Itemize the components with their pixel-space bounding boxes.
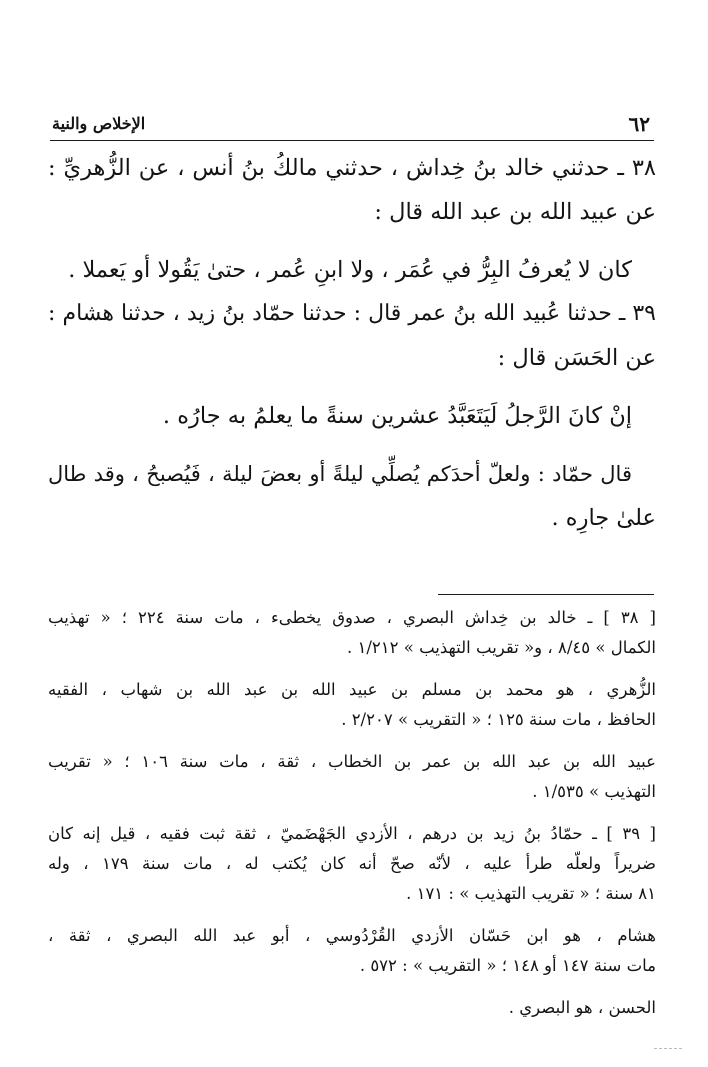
text-line: كان لا يُعرفُ البِرُّ في عُمَر ، ولا ابنِ عُمر ، حتىٰ يَقُولا أو يَعملا . [68,257,632,283]
text-line: عن عبيد الله بن عبد الله قال : [374,199,656,225]
footnote-line: التهذيب » ١/٥٣٥ . [532,782,656,801]
text-line: علىٰ جارِه . [551,505,656,531]
spacer [48,663,656,675]
main-text [48,146,656,540]
spacer [48,234,656,248]
footnotes [48,603,656,1023]
text-line: ٣٨ ـ حدثني خالد بنُ خِداش ، حدثني مالكُ بنُ أنس ، عن الزُّهريِّ : [48,155,656,181]
spacer [48,438,656,452]
footnote-line: الحسن ، هو البصري . [508,998,656,1017]
footnote-line: ضريراً ولعلّه طرأ عليه ، لأنّه صحّ أنه كان يُكتب له ، مات سنة ١٧٩ ، وله [48,854,656,873]
footnote-line: هشام ، هو ابن حَسّان الأزدي القُرْدُوسي ، أبو عبد الله البصري ، ثقة ، [48,926,656,945]
footnote-line: ٨١ سنة ؛ « تقريب التهذيب » : ١٧١ . [406,884,656,903]
text-line: إنْ كانَ الرَّجلُ لَيَتَعَبَّدُ عشرين سنةً ما يعلمُ به جارُه . [162,403,632,429]
spacer [48,981,656,993]
scan-mark [654,1048,682,1049]
footnote-line: [ ٣٩ ] ـ حمّادُ بنُ زيد بن درهم ، الأزدي الجَهْضَميّ ، ثقة ثبت فقيه ، قيل إنه كان [48,824,656,843]
footnote-line: الزُّهري ، هو محمد بن مسلم بن عبيد الله بن عبد الله بن شهاب ، الفقيه [48,680,656,699]
footnote-line: الحافظ ، مات سنة ١٢٥ ؛ « التقريب » ٢/٢٠٧ . [341,710,656,729]
spacer [48,807,656,819]
text-line: ٣٩ ـ حدثنا عُبيد الله بنُ عمر قال : حدثنا حمّاد بنُ زيد ، حدثنا هشام : [48,301,656,326]
spacer [48,380,656,394]
spacer [48,909,656,921]
page-number: ٦٢ [628,112,650,136]
footnote-line: مات سنة ١٤٧ أو ١٤٨ ؛ « التقريب » : ٥٧٢ . [359,956,656,975]
header-rule [50,140,654,141]
text-line: عن الحَسَن قال : [497,345,656,371]
footnote-line: عبيد الله بن عبد الله بن عمر بن الخطاب ، ثقة ، مات سنة ١٠٦ ؛ « تقريب [48,752,656,771]
page-header [52,110,650,136]
footnote-line: الكمال » ٨/٤٥ ، و« تقريب التهذيب » ١/٢١٢ . [347,638,656,657]
footnote-line: [ ٣٨ ] ـ خالد بن خِداش البصري ، صدوق يخطىء ، مات سنة ٢٢٤ ؛ « تهذيب [48,608,656,627]
spacer [48,735,656,747]
running-title: الإخلاص والنية [52,114,146,133]
footnote-separator [438,594,654,595]
text-line: قال حمّاد : ولعلّ أحدَكم يُصلِّي ليلةً أو بعضَ ليلة ، فَيُصبحُ ، وقد طال [48,462,632,486]
